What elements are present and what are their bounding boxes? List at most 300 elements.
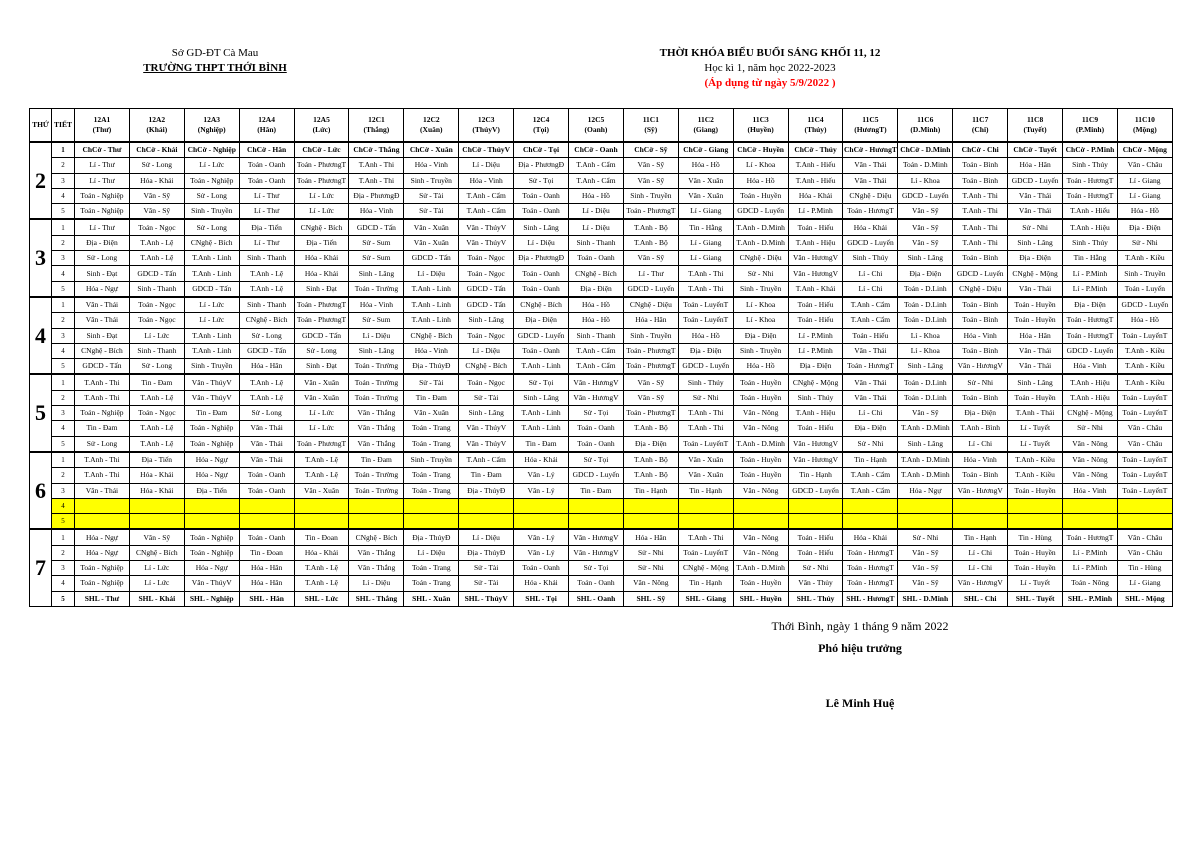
lesson-cell: T.Anh - Hiệu xyxy=(1063,390,1118,405)
lesson-cell: Sinh - Truyền xyxy=(623,328,678,343)
lesson-cell xyxy=(1008,514,1063,530)
lesson-cell: T.Anh - Linh xyxy=(514,421,569,436)
lesson-cell: Tin - Đam xyxy=(514,436,569,452)
lesson-cell: Văn - Lý xyxy=(514,529,569,545)
lesson-cell: Địa - Điện xyxy=(678,343,733,358)
lesson-cell: Toán - PhươngT xyxy=(294,313,349,328)
lesson-cell: Địa - ThúyĐ xyxy=(459,483,514,498)
lesson-cell: Văn - Châu xyxy=(1117,436,1172,452)
lesson-cell: Sử - Tài xyxy=(404,374,459,390)
lesson-cell: T.Anh - Thi xyxy=(678,266,733,281)
lesson-cell: T.Anh - D.Minh xyxy=(898,468,953,483)
table-row xyxy=(30,514,1173,530)
class-code: 11C6 xyxy=(917,115,934,124)
lesson-cell: T.Anh - Thi xyxy=(75,390,130,405)
lesson-cell: Toán - Oanh xyxy=(569,251,624,266)
table-row xyxy=(30,173,1173,188)
lesson-cell: T.Anh - Thi xyxy=(678,281,733,297)
lesson-cell: Văn - Sỹ xyxy=(623,158,678,173)
lesson-cell: Lí - Khoa xyxy=(898,343,953,358)
lesson-cell: Toán - HươngT xyxy=(1063,328,1118,343)
lesson-cell: Hóa - Khải xyxy=(788,188,843,203)
lesson-cell: T.Anh - Hiệu xyxy=(788,235,843,250)
class-teacher: (Xuân) xyxy=(420,125,443,134)
class-header xyxy=(733,109,788,143)
lesson-cell: Lí - P.Minh xyxy=(1063,561,1118,576)
header-left xyxy=(110,46,320,76)
lesson-cell: Lí - Diệu xyxy=(569,204,624,220)
lesson-cell: T.Anh - Bộ xyxy=(623,219,678,235)
lesson-cell: T.Anh - Kiều xyxy=(1117,251,1172,266)
lesson-cell: GDCD - Luyến xyxy=(623,281,678,297)
lesson-cell: SHL - Hân xyxy=(239,591,294,606)
lesson-cell: Hóa - Hân xyxy=(1008,158,1063,173)
lesson-cell: Hóa - Hồ xyxy=(733,173,788,188)
class-header xyxy=(349,109,404,143)
lesson-cell: Văn - Sỹ xyxy=(129,188,184,203)
lesson-cell: T.Anh - D.Minh xyxy=(733,436,788,452)
class-header xyxy=(404,109,459,143)
lesson-cell: Địa - Điện xyxy=(898,266,953,281)
lesson-cell: Lí - Tuyết xyxy=(1008,436,1063,452)
lesson-cell xyxy=(349,498,404,513)
lesson-cell: Sử - Nhi xyxy=(788,561,843,576)
class-header xyxy=(569,109,624,143)
lesson-cell: T.Anh - Linh xyxy=(514,359,569,375)
lesson-cell: Lí - Lức xyxy=(294,188,349,203)
lesson-cell: Sử - Tài xyxy=(404,188,459,203)
lesson-cell: ChCờ - Khải xyxy=(129,142,184,158)
lesson-cell: Địa - Điện xyxy=(953,406,1008,421)
lesson-cell: Văn - Thắng xyxy=(349,406,404,421)
lesson-cell: T.Anh - Kiều xyxy=(1008,468,1063,483)
lesson-cell: GDCD - Tấn xyxy=(129,266,184,281)
lesson-cell: GDCD - Tấn xyxy=(75,359,130,375)
table-row xyxy=(30,343,1173,358)
lesson-cell: Sử - Nhi xyxy=(1008,219,1063,235)
lesson-cell: Lí - Thư xyxy=(239,188,294,203)
lesson-cell: Văn - ThúyV xyxy=(184,390,239,405)
lesson-cell: GDCD - Luyến xyxy=(514,328,569,343)
lesson-cell: Sinh - Thúy xyxy=(788,390,843,405)
class-header xyxy=(294,109,349,143)
lesson-cell: T.Anh - Cẩm xyxy=(843,297,898,313)
lesson-cell: T.Anh - Hiếu xyxy=(788,158,843,173)
lesson-cell: GDCD - Luyến xyxy=(1117,297,1172,313)
lesson-cell: Sử - Nhi xyxy=(1117,235,1172,250)
period-number: 4 xyxy=(52,576,75,591)
lesson-cell: Lí - Diệu xyxy=(569,219,624,235)
lesson-cell: Sử - Sum xyxy=(349,235,404,250)
lesson-cell: Toán - Nghiệp xyxy=(184,173,239,188)
class-teacher: (Sỹ) xyxy=(644,125,658,134)
lesson-cell: Lí - Lức xyxy=(129,328,184,343)
lesson-cell: ChCờ - ThúyV xyxy=(459,142,514,158)
table-row xyxy=(30,251,1173,266)
lesson-cell: Tin - Đam xyxy=(129,374,184,390)
lesson-cell: Địa - ThúyĐ xyxy=(459,545,514,560)
lesson-cell: Toán - Hiếu xyxy=(788,421,843,436)
period-number: 4 xyxy=(52,188,75,203)
lesson-cell: Văn - Châu xyxy=(1117,158,1172,173)
lesson-cell: Văn - Sỹ xyxy=(623,374,678,390)
lesson-cell: Toán - Trang xyxy=(404,576,459,591)
lesson-cell: Sinh - Đạt xyxy=(75,328,130,343)
lesson-cell: T.Anh - Thi xyxy=(75,374,130,390)
period-number: 1 xyxy=(52,529,75,545)
lesson-cell: CNghệ - Bích xyxy=(129,545,184,560)
lesson-cell: ChCờ - Xuân xyxy=(404,142,459,158)
lesson-cell: Tin - Hằng xyxy=(1063,251,1118,266)
lesson-cell: Hóa - Ngự xyxy=(898,483,953,498)
lesson-cell: Văn - HươngV xyxy=(569,390,624,405)
lesson-cell: Toán - Trang xyxy=(404,561,459,576)
lesson-cell: Lí - Tuyết xyxy=(1008,576,1063,591)
lesson-cell: Hóa - Khải xyxy=(129,173,184,188)
lesson-cell: ChCờ - Tuyết xyxy=(1008,142,1063,158)
lesson-cell: Văn - Thái xyxy=(1008,188,1063,203)
class-header xyxy=(514,109,569,143)
lesson-cell: Toán - Trang xyxy=(404,483,459,498)
table-row xyxy=(30,561,1173,576)
lesson-cell: Toán - HươngT xyxy=(1063,529,1118,545)
period-number: 1 xyxy=(52,374,75,390)
lesson-cell: Toán - Oanh xyxy=(514,281,569,297)
lesson-cell: T.Anh - Lệ xyxy=(239,374,294,390)
lesson-cell: Lí - Thư xyxy=(623,266,678,281)
lesson-cell: Văn - Thái xyxy=(75,297,130,313)
lesson-cell: Toán - LuyếnT xyxy=(1117,328,1172,343)
lesson-cell: CNghệ - Bích xyxy=(514,297,569,313)
lesson-cell: Địa - Điện xyxy=(1008,251,1063,266)
lesson-cell: ChCờ - Hân xyxy=(239,142,294,158)
lesson-cell: Sử - Nhi xyxy=(623,561,678,576)
lesson-cell: ChCờ - Nghiệp xyxy=(184,142,239,158)
lesson-cell xyxy=(623,514,678,530)
lesson-cell: Văn - Châu xyxy=(1117,421,1172,436)
lesson-cell: T.Anh - Thi xyxy=(678,406,733,421)
lesson-cell: Văn - Sỹ xyxy=(898,235,953,250)
lesson-cell: Hóa - Ngự xyxy=(75,529,130,545)
lesson-cell: Toán - Bình xyxy=(953,390,1008,405)
lesson-cell: CNghệ - Diệu xyxy=(733,251,788,266)
lesson-cell: T.Anh - Cẩm xyxy=(843,483,898,498)
lesson-cell: Địa - Điện xyxy=(843,421,898,436)
lesson-cell: Hóa - Hân xyxy=(623,313,678,328)
class-code: 11C2 xyxy=(697,115,714,124)
lesson-cell: Toán - Luyến xyxy=(1117,281,1172,297)
lesson-cell: Văn - Sỹ xyxy=(898,561,953,576)
day-label: 3 xyxy=(30,219,52,296)
lesson-cell: Địa - Tiến xyxy=(239,219,294,235)
lesson-cell: T.Anh - Bộ xyxy=(623,468,678,483)
lesson-cell: Toán - LuyếnT xyxy=(678,313,733,328)
lesson-cell: Văn - ThúyV xyxy=(459,436,514,452)
lesson-cell: T.Anh - Linh xyxy=(514,406,569,421)
period-number: 3 xyxy=(52,483,75,498)
lesson-cell: Hóa - Hân xyxy=(239,576,294,591)
lesson-cell: SHL - Thư xyxy=(75,591,130,606)
lesson-cell: Văn - Xuân xyxy=(294,374,349,390)
period-number: 2 xyxy=(52,313,75,328)
lesson-cell: SHL - ThúyV xyxy=(459,591,514,606)
lesson-cell: Toán - LuyếnT xyxy=(1117,390,1172,405)
lesson-cell: Lí - Lức xyxy=(129,576,184,591)
lesson-cell: Tin - Đam xyxy=(569,483,624,498)
lesson-cell: Hóa - Vinh xyxy=(1063,359,1118,375)
lesson-cell: Hóa - Khải xyxy=(129,483,184,498)
lesson-cell: Lí - Lức xyxy=(294,421,349,436)
lesson-cell: Tin - Hằng xyxy=(678,219,733,235)
lesson-cell: ChCờ - Thư xyxy=(75,142,130,158)
lesson-cell: Văn - ThúyV xyxy=(459,235,514,250)
class-teacher: (ThúyV) xyxy=(472,125,500,134)
lesson-cell: Lí - Thư xyxy=(75,158,130,173)
lesson-cell: Lí - Thư xyxy=(239,235,294,250)
lesson-cell: Văn - Thái xyxy=(239,452,294,468)
lesson-cell: Toán - Nông xyxy=(1063,576,1118,591)
lesson-cell: Văn - Xuân xyxy=(678,452,733,468)
lesson-cell: Sinh - Thanh xyxy=(239,297,294,313)
lesson-cell: Lí - Chi xyxy=(953,436,1008,452)
lesson-cell: Toán - D.Minh xyxy=(898,158,953,173)
lesson-cell: Văn - HươngV xyxy=(788,266,843,281)
lesson-cell: T.Anh - Hiếu xyxy=(1063,204,1118,220)
day-label: 6 xyxy=(30,452,52,529)
lesson-cell: T.Anh - Hiệu xyxy=(788,406,843,421)
lesson-cell: Sinh - Lãng xyxy=(349,343,404,358)
lesson-cell: GDCD - Tấn xyxy=(294,328,349,343)
lesson-cell: Toán - HươngT xyxy=(1063,173,1118,188)
lesson-cell: Văn - HươngV xyxy=(953,483,1008,498)
lesson-cell xyxy=(129,498,184,513)
lesson-cell: Văn - Sỹ xyxy=(898,576,953,591)
lesson-cell: T.Anh - Cẩm xyxy=(569,359,624,375)
lesson-cell: T.Anh - Lệ xyxy=(294,468,349,483)
lesson-cell: Toán - Huyền xyxy=(733,576,788,591)
lesson-cell: Văn - Xuân xyxy=(678,188,733,203)
lesson-cell: Văn - Xuân xyxy=(294,390,349,405)
lesson-cell: ChCờ - Tọi xyxy=(514,142,569,158)
lesson-cell: Sinh - Truyền xyxy=(623,188,678,203)
lesson-cell: Hóa - Hân xyxy=(239,359,294,375)
lesson-cell: Toán - Trang xyxy=(404,421,459,436)
lesson-cell: Sinh - Thanh xyxy=(569,328,624,343)
lesson-cell: Sinh - Truyền xyxy=(733,281,788,297)
lesson-cell: Tin - Hạnh xyxy=(623,483,678,498)
lesson-cell: Lí - Lức xyxy=(294,406,349,421)
lesson-cell: Toán - Nghiệp xyxy=(184,545,239,560)
lesson-cell: Văn - Thắng xyxy=(349,561,404,576)
lesson-cell: CNghệ - Bích xyxy=(404,328,459,343)
lesson-cell: Toán - Oanh xyxy=(514,561,569,576)
lesson-cell: Toán - PhươngT xyxy=(623,406,678,421)
lesson-cell: T.Anh - Linh xyxy=(184,266,239,281)
period-number: 1 xyxy=(52,452,75,468)
lesson-cell: ChCờ - Mộng xyxy=(1117,142,1172,158)
class-header xyxy=(678,109,733,143)
lesson-cell: Hóa - Vinh xyxy=(1063,483,1118,498)
lesson-cell: Lí - Diệu xyxy=(349,576,404,591)
lesson-cell: SHL - Thắng xyxy=(349,591,404,606)
lesson-cell: Địa - PhươngĐ xyxy=(514,158,569,173)
timetable xyxy=(29,108,1173,607)
lesson-cell: Sử - Nhi xyxy=(733,266,788,281)
lesson-cell: Toán - Bình xyxy=(953,173,1008,188)
lesson-cell xyxy=(239,498,294,513)
header-right xyxy=(600,46,940,91)
class-code: 11C1 xyxy=(642,115,659,124)
lesson-cell: Văn - Lý xyxy=(514,483,569,498)
lesson-cell: Toán - PhươngT xyxy=(294,158,349,173)
lesson-cell: T.Anh - Bộ xyxy=(623,452,678,468)
lesson-cell: T.Anh - Linh xyxy=(184,343,239,358)
lesson-cell: GDCD - Tấn xyxy=(404,251,459,266)
lesson-cell: Toán - Ngọc xyxy=(459,374,514,390)
lesson-cell: Toán - Oanh xyxy=(239,158,294,173)
lesson-cell: Sinh - Lãng xyxy=(514,219,569,235)
lesson-cell xyxy=(1117,498,1172,513)
period-number: 2 xyxy=(52,158,75,173)
lesson-cell: T.Anh - Lệ xyxy=(294,452,349,468)
lesson-cell: SHL - Tọi xyxy=(514,591,569,606)
lesson-cell: T.Anh - Khải xyxy=(788,281,843,297)
class-teacher: (Tọi) xyxy=(533,125,549,134)
document-title: THỜI KHÓA BIỂU BUỔI SÁNG KHỐI 11, 12 xyxy=(659,47,881,59)
lesson-cell: Toán - Ngọc xyxy=(459,251,514,266)
lesson-cell: Toán - Ngọc xyxy=(129,297,184,313)
lesson-cell: Sử - Long xyxy=(129,158,184,173)
lesson-cell: Toán - LuyếnT xyxy=(678,436,733,452)
lesson-cell: Toán - Ngọc xyxy=(129,219,184,235)
lesson-cell xyxy=(1063,498,1118,513)
lesson-cell: Văn - Sỹ xyxy=(898,219,953,235)
period-number: 4 xyxy=(52,421,75,436)
lesson-cell xyxy=(1063,514,1118,530)
lesson-cell: Địa - Tiến xyxy=(129,452,184,468)
lesson-cell: Văn - HươngV xyxy=(569,545,624,560)
lesson-cell: T.Anh - Bộ xyxy=(623,235,678,250)
period-number: 2 xyxy=(52,545,75,560)
lesson-cell: Hóa - Khải xyxy=(129,468,184,483)
lesson-cell: Sinh - Thanh xyxy=(569,235,624,250)
lesson-cell: Toán - LuyếnT xyxy=(678,545,733,560)
lesson-cell: T.Anh - D.Minh xyxy=(733,219,788,235)
lesson-cell: Sử - Sum xyxy=(349,313,404,328)
lesson-cell: Văn - HươngV xyxy=(788,251,843,266)
lesson-cell: Văn - Nông xyxy=(1063,468,1118,483)
lesson-cell: Sinh - Đạt xyxy=(75,266,130,281)
period-number: 2 xyxy=(52,468,75,483)
lesson-cell: ChCờ - Thắng xyxy=(349,142,404,158)
class-teacher: (Hân) xyxy=(257,125,276,134)
lesson-cell: Tin - Đam xyxy=(75,421,130,436)
lesson-cell: Văn - Nông xyxy=(733,483,788,498)
lesson-cell: Lí - Khoa xyxy=(898,173,953,188)
lesson-cell: Toán - HươngT xyxy=(843,359,898,375)
lesson-cell: Hóa - Vinh xyxy=(349,297,404,313)
lesson-cell xyxy=(459,514,514,530)
period-number: 3 xyxy=(52,561,75,576)
class-header xyxy=(75,109,130,143)
class-code: 11C3 xyxy=(752,115,769,124)
class-teacher: (Giang) xyxy=(693,125,719,134)
lesson-cell: GDCD - Tấn xyxy=(349,219,404,235)
lesson-cell: Sinh - Truyền xyxy=(184,359,239,375)
class-header xyxy=(1063,109,1118,143)
lesson-cell: Văn - HươngV xyxy=(569,374,624,390)
lesson-cell: Toán - D.Linh xyxy=(898,297,953,313)
lesson-cell: Hóa - Hồ xyxy=(569,297,624,313)
lesson-cell: T.Anh - Lệ xyxy=(239,281,294,297)
lesson-cell: Văn - Sỹ xyxy=(623,251,678,266)
col-thu-header: THỨ xyxy=(30,109,52,143)
lesson-cell: Toán - LuyếnT xyxy=(1117,483,1172,498)
lesson-cell: Văn - Sỹ xyxy=(129,529,184,545)
lesson-cell: Hóa - Vinh xyxy=(404,158,459,173)
lesson-cell: Văn - HươngV xyxy=(569,529,624,545)
class-teacher: (Oanh) xyxy=(584,125,608,134)
lesson-cell: Toán - PhươngT xyxy=(623,359,678,375)
lesson-cell: Văn - Châu xyxy=(1117,529,1172,545)
lesson-cell: Địa - PhươngĐ xyxy=(514,251,569,266)
lesson-cell: Sinh - Lãng xyxy=(898,251,953,266)
lesson-cell: ChCờ - Chi xyxy=(953,142,1008,158)
lesson-cell: Địa - Điện xyxy=(569,281,624,297)
period-number: 3 xyxy=(52,328,75,343)
lesson-cell: Lí - P.Minh xyxy=(788,343,843,358)
lesson-cell: Văn - Thủy xyxy=(788,576,843,591)
table-row xyxy=(30,390,1173,405)
lesson-cell: Văn - Nông xyxy=(733,406,788,421)
lesson-cell: Sinh - Lãng xyxy=(898,359,953,375)
lesson-cell: Văn - Thái xyxy=(1008,359,1063,375)
lesson-cell: Toán - Huyền xyxy=(733,452,788,468)
lesson-cell: Văn - HươngV xyxy=(953,359,1008,375)
lesson-cell: Toán - Bình xyxy=(953,251,1008,266)
lesson-cell: Địa - Tiến xyxy=(294,235,349,250)
day-label: 5 xyxy=(30,374,52,451)
table-row xyxy=(30,545,1173,560)
lesson-cell: Văn - Sỹ xyxy=(898,406,953,421)
lesson-cell: Toán - PhươngT xyxy=(294,436,349,452)
lesson-cell: Sinh - Truyền xyxy=(404,452,459,468)
class-code: 12A3 xyxy=(203,115,221,124)
lesson-cell: Sử - Long xyxy=(239,406,294,421)
class-teacher: (P.Minh) xyxy=(1075,125,1105,134)
lesson-cell: GDCD - Luyến xyxy=(733,204,788,220)
lesson-cell: T.Anh - Thi xyxy=(349,158,404,173)
lesson-cell xyxy=(569,498,624,513)
lesson-cell: Hóa - Khải xyxy=(843,529,898,545)
lesson-cell: Hóa - Vinh xyxy=(459,173,514,188)
signature-date: Thới Bình, ngày 1 tháng 9 năm 2022 xyxy=(771,619,949,633)
lesson-cell xyxy=(733,514,788,530)
lesson-cell: Văn - Thái xyxy=(239,436,294,452)
lesson-cell xyxy=(898,498,953,513)
lesson-cell: Lí - Giang xyxy=(1117,173,1172,188)
lesson-cell: SHL - Thủy xyxy=(788,591,843,606)
lesson-cell: Văn - Lý xyxy=(514,545,569,560)
class-code: 11C5 xyxy=(862,115,879,124)
lesson-cell: T.Anh - Lệ xyxy=(239,390,294,405)
lesson-cell: SHL - Huyền xyxy=(733,591,788,606)
lesson-cell: Hóa - Khải xyxy=(514,452,569,468)
lesson-cell: Tin - Hạnh xyxy=(843,452,898,468)
lesson-cell: Toán - D.Linh xyxy=(898,313,953,328)
lesson-cell: Toán - LuyếnT xyxy=(1117,406,1172,421)
lesson-cell: Toán - Trường xyxy=(349,359,404,375)
